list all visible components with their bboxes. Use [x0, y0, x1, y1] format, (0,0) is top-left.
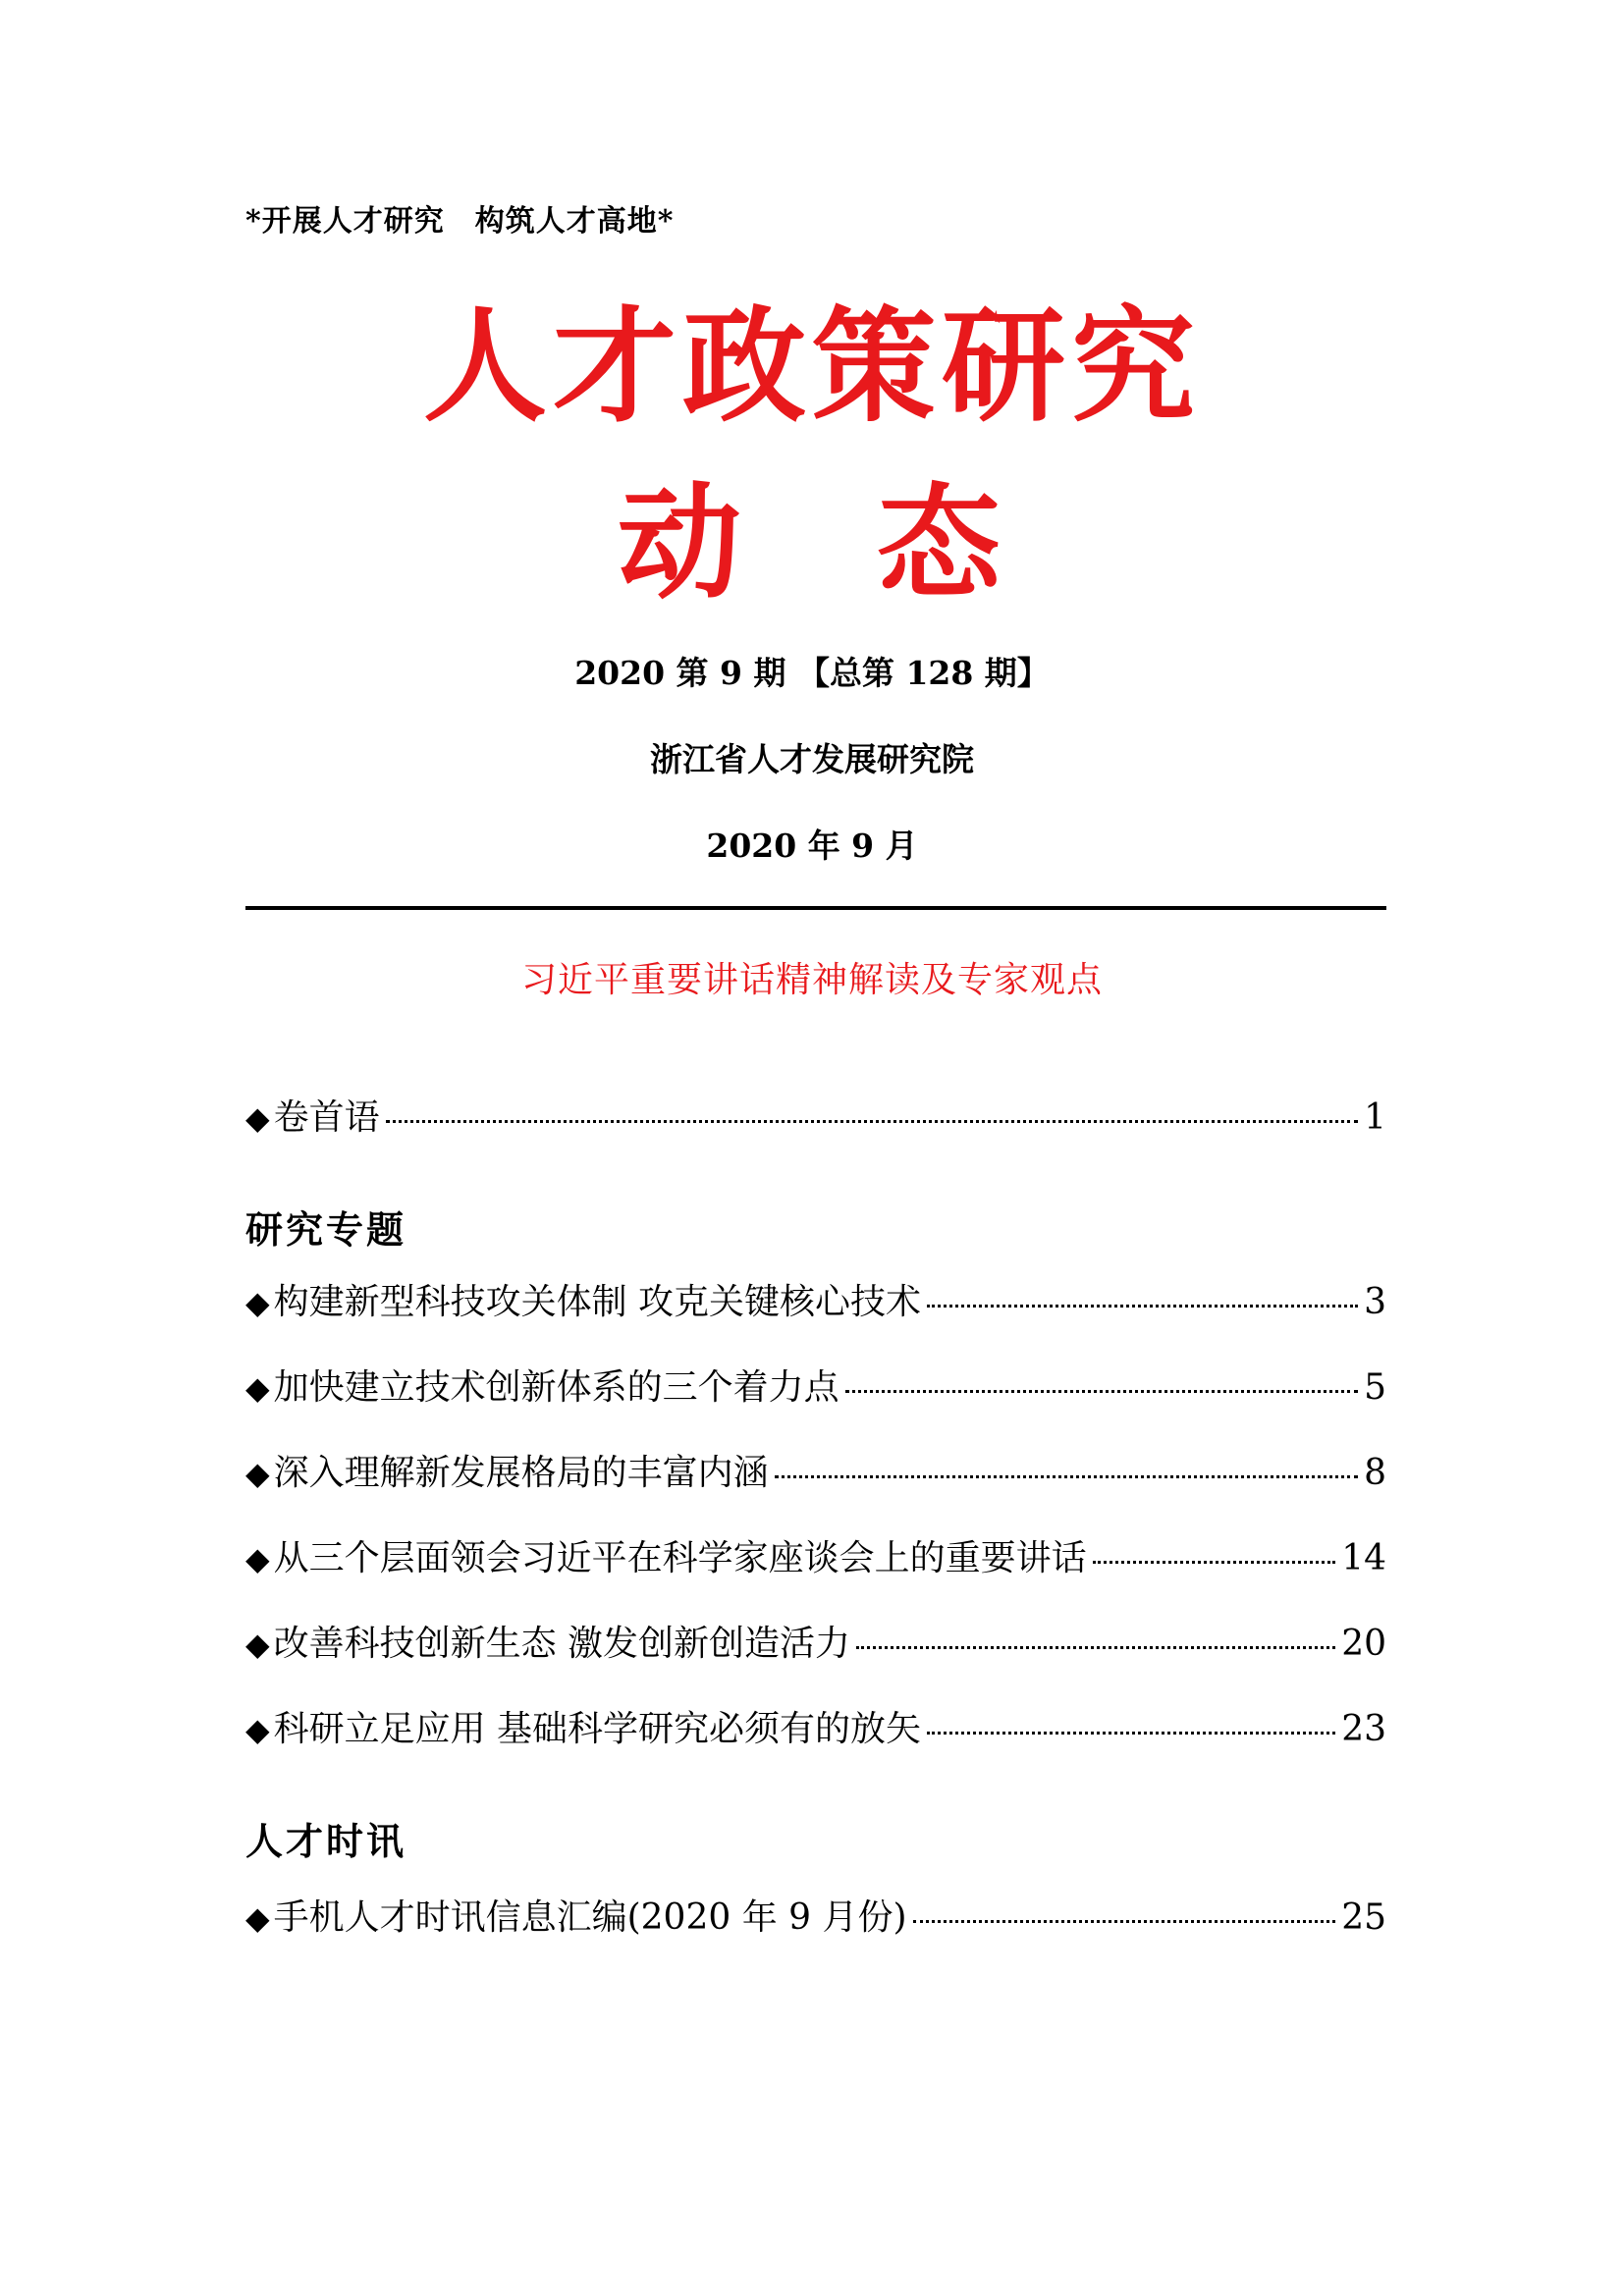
toc-item[interactable]	[245, 1274, 1386, 1324]
toc-leader-dots	[845, 1390, 1358, 1393]
toc-item[interactable]	[245, 1445, 1386, 1495]
toc-item[interactable]	[245, 1701, 1386, 1751]
toc-item-title: 深入理解新发展格局的丰富内涵	[273, 1453, 769, 1493]
toc-leader-dots	[856, 1646, 1335, 1649]
toc-item-title: 卷首语	[273, 1097, 380, 1138]
toc-item-title: 科研立足应用 基础科学研究必须有的放矢	[273, 1709, 922, 1749]
toc-item-page: 14	[1341, 1538, 1386, 1578]
diamond-bullet-icon: ◆	[245, 1284, 270, 1321]
issue-number: 2020 第 9 期 【总第 128 期】	[574, 654, 1050, 692]
section-heading-research: 研究专题	[245, 1207, 407, 1252]
toc-item-page: 3	[1364, 1282, 1386, 1322]
toc-item-title: 加快建立技术创新体系的三个着力点	[273, 1367, 839, 1408]
publication-title-line2: 动 态	[618, 470, 1006, 615]
section-heading-news: 人才时讯	[245, 1819, 407, 1863]
toc-item-title: 从三个层面领会习近平在科学家座谈会上的重要讲话	[273, 1538, 1087, 1578]
toc-item-title: 改善科技创新生态 激发创新创造活力	[273, 1624, 851, 1664]
toc-leader-dots	[775, 1475, 1358, 1478]
diamond-bullet-icon: ◆	[245, 1540, 270, 1577]
toc-item-title: 构建新型科技攻关体制 攻克关键核心技术	[273, 1282, 922, 1322]
toc-item-page: 5	[1364, 1367, 1386, 1408]
toc-item-title: 手机人才时讯信息汇编(2020 年 9 月份)	[273, 1897, 907, 1938]
toc-leader-dots	[386, 1120, 1358, 1123]
toc-item-page: 8	[1364, 1453, 1386, 1493]
toc-item[interactable]	[245, 1616, 1386, 1666]
slogan: *开展人才研究 构筑人才高地*	[245, 204, 675, 239]
toc-item[interactable]	[245, 1890, 1386, 1940]
horizontal-rule	[245, 906, 1386, 910]
toc-item-page: 25	[1341, 1897, 1386, 1938]
diamond-bullet-icon: ◆	[245, 1099, 270, 1137]
toc-leader-dots	[927, 1732, 1335, 1735]
publication-date: 2020 年 9 月	[706, 827, 918, 865]
organization-name: 浙江省人才发展研究院	[650, 740, 974, 778]
publication-title: 人才政策研究	[423, 294, 1201, 439]
toc-item[interactable]	[245, 1360, 1386, 1410]
diamond-bullet-icon: ◆	[245, 1711, 270, 1748]
toc-leader-dots	[913, 1920, 1336, 1923]
diamond-bullet-icon: ◆	[245, 1369, 270, 1407]
toc-item[interactable]	[245, 1530, 1386, 1580]
toc-leader-dots	[1093, 1561, 1336, 1564]
diamond-bullet-icon: ◆	[245, 1626, 270, 1663]
diamond-bullet-icon: ◆	[245, 1455, 270, 1492]
toc-item-page: 1	[1364, 1097, 1386, 1138]
toc-item-page: 23	[1341, 1709, 1386, 1749]
issue-topic: 习近平重要讲话精神解读及专家观点	[520, 960, 1103, 1000]
diamond-bullet-icon: ◆	[245, 1899, 270, 1937]
toc-item-page: 20	[1341, 1624, 1386, 1664]
toc-item-preface[interactable]	[245, 1090, 1386, 1140]
toc-leader-dots	[927, 1305, 1358, 1308]
